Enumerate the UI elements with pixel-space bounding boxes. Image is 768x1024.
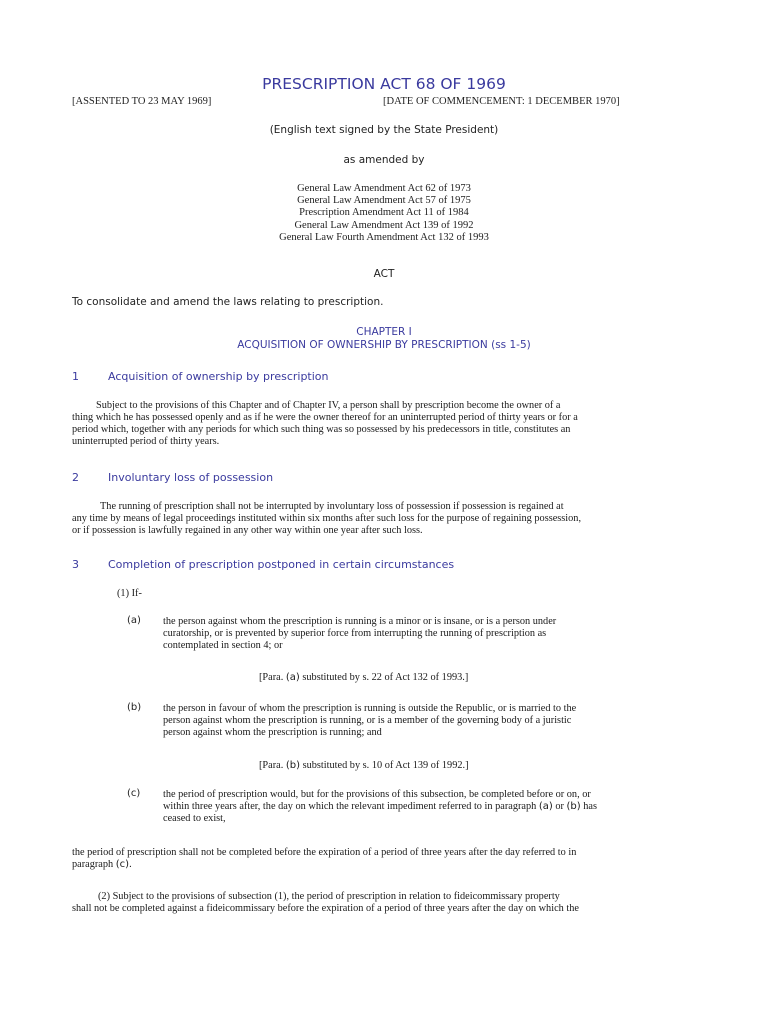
amendment-note [259,760,469,772]
section-text-line: any time by means of legal proceedings instituted within six months after such loss for the purpose of regaining possession, [72,513,582,524]
section-number: 3 [72,558,79,571]
amendment-note [259,672,468,684]
assented-date: [ASSENTED TO 23 MAY 1969] [72,96,212,107]
paragraph-text-line: person against whom the prescription is running, or is a member of the governing body of a juristic [163,715,572,726]
paragraph-label: (c) [127,788,141,799]
subsection-1-label: (1) If- [117,588,142,599]
amendment-item: General Law Amendment Act 139 of 1992 [294,219,474,231]
paragraph-text-line: the period of prescription would, but for the provisions of this subsection, be completed before or on, or [163,789,591,800]
amendment-item: General Law Amendment Act 57 of 1975 [297,195,471,207]
paragraph-ref: (b) [566,801,581,812]
paragraph-text-line [163,801,597,813]
section-text-line: thing which he has possessed openly and as if he were the owner thereof for an uninterrupted period of thirty years or for a [72,412,578,423]
note-text: [Para. [259,672,286,683]
paragraph-text-line: the person against whom the prescription is running is a minor or is insane, or is a person under [163,616,557,627]
note-ref: (b) [285,760,301,771]
section-heading: Completion of prescription postponed in certain circumstances [108,558,455,571]
as-amended-by: as amended by [343,154,425,166]
section-number: 2 [72,471,79,484]
text-run: paragraph [72,859,116,870]
text-run: . [129,859,132,870]
paragraph-text-line: contemplated in section 4; or [163,640,283,651]
subsection-2-line: shall not be completed against a fideicommissary before the expiration of a period of three years after the day on which the [72,903,579,914]
paragraph-label: (a) [127,615,141,626]
chapter-title: ACQUISITION OF OWNERSHIP BY PRESCRIPTION (ss 1-5) [237,339,531,351]
section-text-line: Subject to the provisions of this Chapter and of Chapter IV, a person shall by prescription become the owner of a [96,400,561,411]
section-text-line: uninterrupted period of thirty years. [72,436,220,447]
closing-text-line: the period of prescription shall not be completed before the expiration of a period of three years after the day referred to in [72,847,577,858]
note-text: [Para. [259,760,286,771]
note-text: substituted by s. 22 of Act 132 of 1993.] [299,672,469,683]
text-run: within three years after, the day on which the relevant impediment referred to in paragraph [163,801,539,812]
paragraph-label: (b) [127,702,142,713]
paragraph-text-line: person against whom the prescription is running; and [163,727,382,738]
paragraph-text-line: ceased to exist, [163,813,226,824]
document-title: PRESCRIPTION ACT 68 OF 1969 [262,75,506,93]
preamble: To consolidate and amend the laws relating to prescription. [72,296,384,308]
section-text-line: The running of prescription shall not be interrupted by involuntary loss of possession if possession is regained at [100,501,564,512]
amendment-item: General Law Amendment Act 62 of 1973 [297,183,471,194]
section-number: 1 [72,370,79,383]
paragraph-text-line: curatorship, or is prevented by superior force from interrupting the running of prescription as [163,628,547,639]
section-text-line: or if possession is lawfully regained in any other way within one year after such loss. [72,525,423,536]
commencement-date: [DATE OF COMMENCEMENT: 1 DECEMBER 1970] [383,96,620,107]
subsection-2-line: (2) Subject to the provisions of subsection (1), the period of prescription in relation to fideicommissary property [98,891,560,902]
amendment-item: Prescription Amendment Act 11 of 1984 [299,207,469,219]
chapter-label: CHAPTER I [356,326,412,338]
paragraph-ref: (a) [538,801,553,812]
text-run: or [552,801,567,812]
section-text-line: period which, together with any periods for which such thing was so possessed by his predecessors in title, constitutes an [72,424,571,435]
english-text-note: (English text signed by the State President) [269,124,499,136]
amendments-list [0,183,768,244]
act-label: ACT [373,268,395,280]
paragraph-text-line: the person in favour of whom the prescription is running is outside the Republic, or is married to the [163,703,577,714]
note-text: substituted by s. 10 of Act 139 of 1992.] [300,760,469,771]
section-heading: Acquisition of ownership by prescription [108,370,329,383]
section-heading: Involuntary loss of possession [108,471,274,484]
note-ref: (a) [285,672,300,683]
closing-text-line [72,859,132,871]
amendment-item: General Law Fourth Amendment Act 132 of 1993 [279,231,489,243]
text-run: has [580,801,597,812]
paragraph-ref: (c) [115,859,130,870]
